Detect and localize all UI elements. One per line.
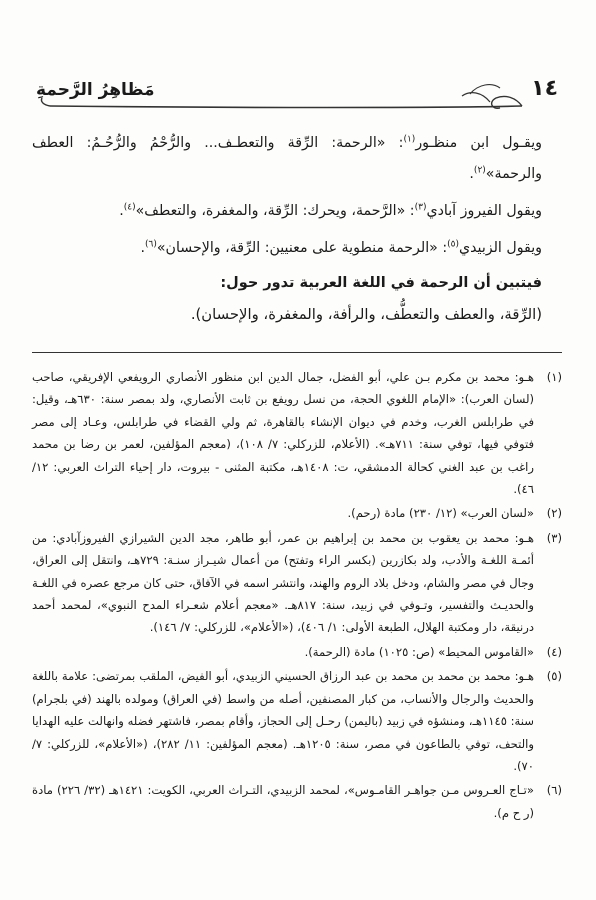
footnote-4 bbox=[32, 641, 562, 663]
footnotes bbox=[32, 366, 562, 824]
paragraph-ibn-manzur: ويقـول ابن منظـور$^{(١)}$: «الرحمة: الرِّقة والتعطـف... والرُّحْمُ والرُّحُـمُ: العطف والرحمة»$^{(٢)}$. bbox=[32, 134, 542, 182]
footnote-text: هـو: محمد بن مكرم بـن علي، أبو الفضل، جمال الدين ابن منظور الأنصاري الرويفعي الإفريقي، صاحب (لسان العرب): «الإمام اللغوي الحجة، من نسل رويفع بن ثابت الأنصاري، ولد بمصر سنة: ٦٣٠هـ، وقيل: في طرابلس الغرب، وخدم في ديوان الإنشاء بالقاهرة، ثم ولي القضاء في طرابلس، وعـاد إلى مصر فتوفي فيها، توفي سنة: ٧١١هـ». (الأعلام، للزركلي: ٧/ ١٠٨)، (معجم المؤلفين، لعمر بن رضا بن محمد راغب بن عبد الغني كحالة الدمشقي، ت: ١٤٠٨هـ، مكتبة المثنى - بيروت، دار إحياء التراث العربي: ١٢/ ٤٦). bbox=[32, 370, 534, 497]
footnote-ref[interactable]: (٤) bbox=[123, 202, 136, 213]
footnote-5 bbox=[32, 665, 562, 777]
footnote-number: (٢) bbox=[546, 506, 562, 521]
conclusion-heading: فيتبين أن الرحمة في اللغة العربية تدور حول: bbox=[220, 275, 542, 291]
footnote-number: (٦) bbox=[546, 783, 562, 798]
main-text bbox=[32, 128, 562, 330]
footnote-ref[interactable]: (١) bbox=[403, 134, 416, 145]
footnote-1 bbox=[32, 366, 562, 500]
running-title: مَظاهِرُ الرَّحمةِ bbox=[36, 80, 155, 100]
paragraph-zabidi: ويقول الزبيدي$^{(٥)}$: «الرحمة منطوية على معنيين: الرِّقة، والإحسان»$^{(٦)}$. bbox=[140, 239, 542, 256]
footnote-ref[interactable]: (٦) bbox=[145, 239, 157, 250]
footnote-ref[interactable]: (٥) bbox=[447, 239, 459, 250]
footnote-text: هـو: محمد بن محمد بن محمد بن عبد الرزاق الحسيني الزبيدي، أبو الفيض، الملقب بمرتضى: علامة باللغة والحديث والرجال والأنساب، من كبار المصنفين، أصله من واسط (في العراق) ومولده بالهند (في بلجرام) سنة: ١١٤٥هـ، ومنشؤه في زبيد (باليمن) رحـل إلى الحجاز، وأقام بمصر، فاشتهر فضله وانهالت عليه الهدايا والتحف، توفي بالطاعون في مصر، سنة: ١٢٠٥هـ. (معجم المؤلفين: ١١/ ٢٨٢)، («الأعلام»، للزركلي: ٧/ ٧٠). bbox=[32, 669, 534, 773]
footnote-number: (٣) bbox=[546, 530, 562, 545]
page-number: ١٤ bbox=[531, 76, 558, 101]
footnote-6 bbox=[32, 779, 562, 824]
footnote-2 bbox=[32, 502, 562, 524]
footnote-3 bbox=[32, 527, 562, 639]
footnote-text: «القاموس المحيط» (ص: ١٠٢٥) مادة (الرحمة). bbox=[304, 644, 534, 659]
footnote-number: (٤) bbox=[546, 644, 562, 659]
footnote-text: «تـاج العـروس مـن جواهـر القامـوس»، لمحمد الزبيدي، التـراث العربي، الكويت: ١٤٢١هـ (٣٢/ ٢٢٦) مادة (ر ح م). bbox=[32, 783, 534, 820]
page-header bbox=[30, 72, 562, 114]
footnote-ref[interactable]: (٣) bbox=[414, 202, 427, 213]
footnote-separator bbox=[32, 352, 562, 353]
footnote-number: (١) bbox=[546, 370, 562, 384]
footnote-text: هـو: محمد بن يعقوب بن محمد بن إبراهيم بن عمر، أبو طاهر، مجد الدين الشيرازي الفيروزآبادي: من أئمـة اللغـة والأدب، ولد بكازرين (بكسر الراء وتفتح) من أعمال شيـراز سنـة: ٧٢٩هـ، وانتقل إلى العراق، وجال في مصر والشام، ودخل بلاد الروم والهند، وانتشر اسمه في الآفاق، حتى كان مرجع عصره في اللغـة والحديـث والتفسير، وتـوفي في زبيد، سنة: ٨١٧هـ. «معجم أعلام شعـراء المدح النبوي»، لمحمد أحمد درنيقة، دار ومكتبة الهلال، الطبعة الأولى: ١/ ٤٠٦)، («الأعلام»، للزركلي: ٧/ ١٤٦). bbox=[32, 530, 534, 635]
paragraph-firuzabadi: ويقول الفيروز آبادي$^{(٣)}$: «الرَّحمة، ويحرك: الرِّقة، والمغفرة، والتعطف»$^{(٤)}$. bbox=[119, 202, 542, 219]
footnote-number: (٥) bbox=[546, 669, 562, 684]
footnote-ref[interactable]: (٢) bbox=[473, 165, 486, 176]
footnote-text: «لسان العرب» (١٢/ ٢٣٠) مادة (رحم). bbox=[347, 506, 534, 521]
meanings-list: (الرِّقة، والعطف والتعطُّف، والرأفة، والمغفرة، والإحسان). bbox=[190, 306, 542, 323]
